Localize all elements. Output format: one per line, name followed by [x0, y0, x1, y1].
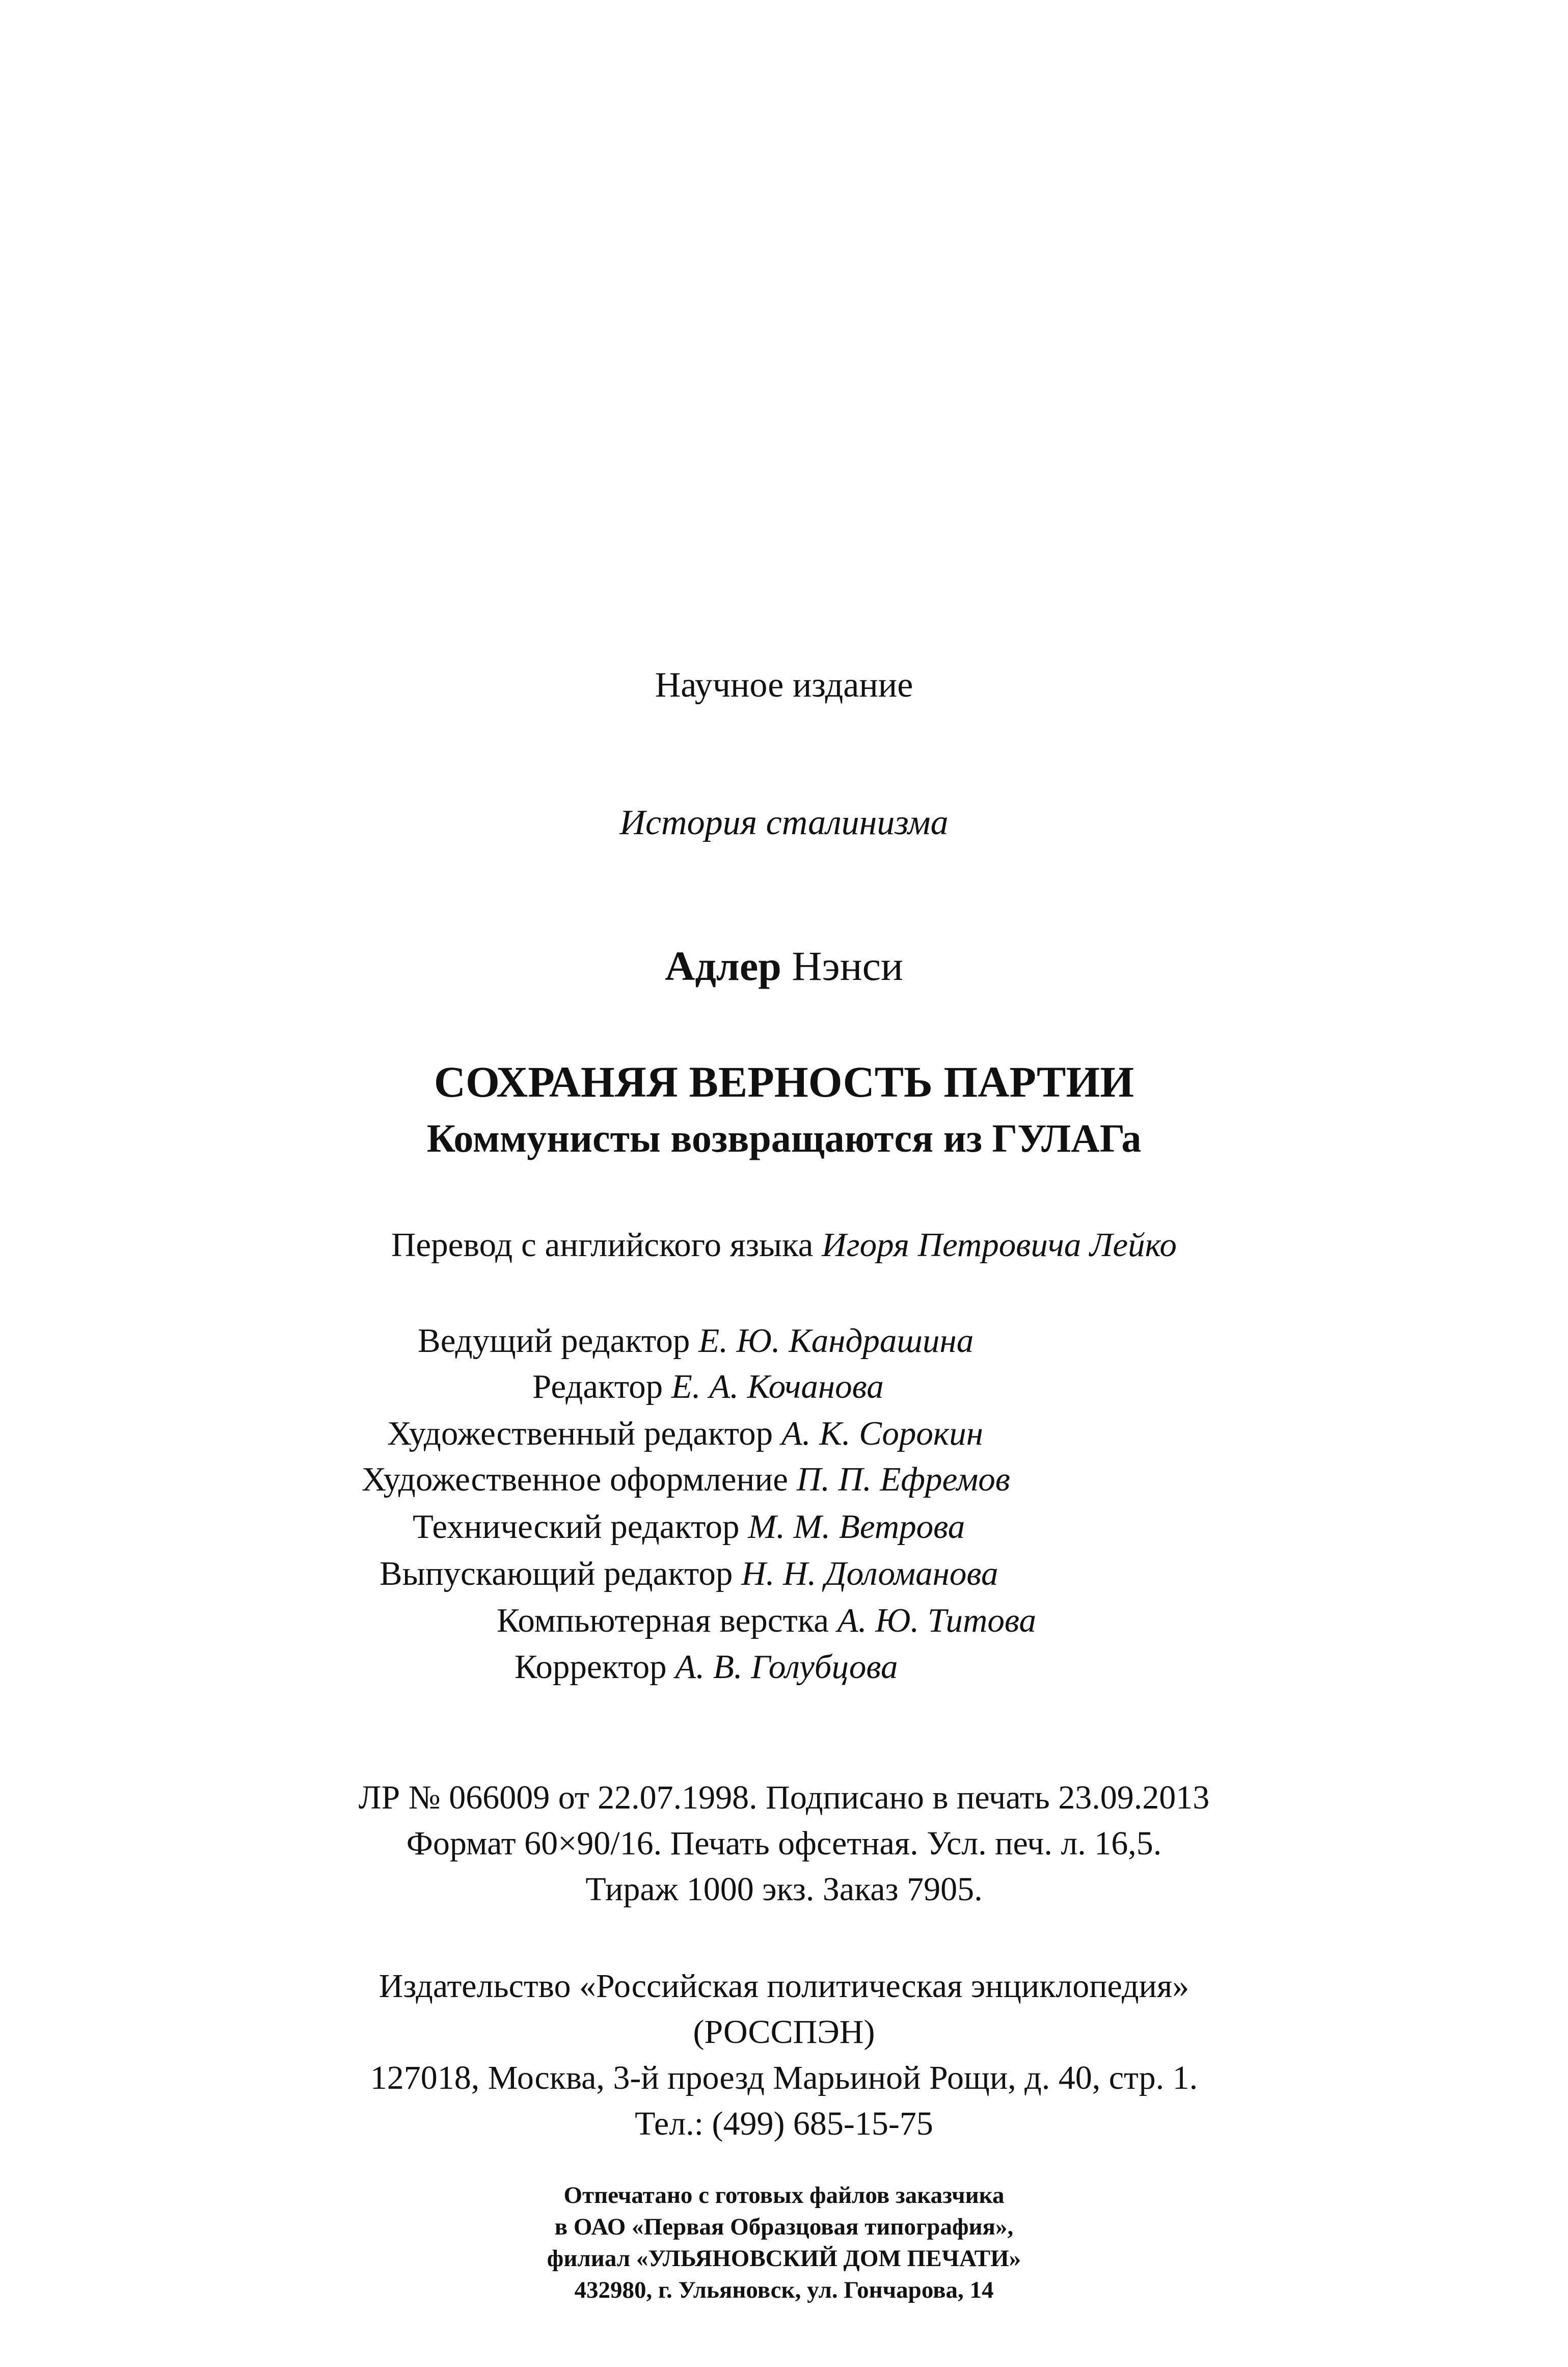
book-subtitle: Коммунисты возвращаются из ГУЛАГа [426, 1116, 1142, 1160]
edition-type: Научное издание [655, 666, 913, 705]
publisher-line: 127018, Москва, 3-й проезд Марьиной Рощи, д. 40, стр. 1. [370, 2059, 1198, 2096]
credit-person: А. Ю. Титова [837, 1602, 1037, 1639]
credit-line [387, 1417, 983, 1451]
credit-line [380, 1557, 998, 1591]
credit-line [515, 1650, 898, 1684]
credit-person: П. П. Ефремов [796, 1460, 1010, 1498]
credit-role: Художественное оформление [362, 1460, 788, 1498]
printer-line: в ОАО «Первая Образцовая типография», [554, 2214, 1014, 2240]
publisher-line: Тел.: (499) 685-15-75 [635, 2105, 933, 2142]
print-data-line: ЛР № 066009 от 22.07.1998. Подписано в печать 23.09.2013 [358, 1779, 1210, 1816]
credit-line [497, 1604, 1036, 1638]
translation-label: Перевод с английского языка [391, 1226, 814, 1264]
credit-role: Корректор [515, 1648, 667, 1686]
author-line [0, 945, 1568, 987]
credit-line [362, 1462, 1010, 1497]
translation-line [0, 1228, 1568, 1262]
credit-role: Выпускающий редактор [380, 1555, 733, 1592]
credit-person: Н. Н. Доломанова [741, 1555, 998, 1592]
publisher-line: (РОССПЭН) [693, 2013, 875, 2051]
credit-person: М. М. Ветрова [748, 1508, 965, 1546]
credit-role: Компьютерная верстка [497, 1602, 829, 1639]
credit-line [413, 1510, 965, 1544]
credit-person: Е. А. Кочанова [671, 1368, 884, 1405]
credit-role: Технический редактор [413, 1508, 740, 1546]
publisher-line: Издательство «Российская политическая энциклопедия» [379, 1967, 1189, 2005]
print-data-line: Формат 60×90/16. Печать офсетная. Усл. печ. л. 16,5. [406, 1825, 1162, 1862]
print-data-line: Тираж 1000 экз. Заказ 7905. [585, 1871, 983, 1908]
printer-line: филиал «УЛЬЯНОВСКИЙ ДОМ ПЕЧАТИ» [547, 2245, 1021, 2272]
credit-person: Е. Ю. Кандрашина [698, 1322, 974, 1360]
credit-line [532, 1370, 884, 1404]
credit-role: Художественный редактор [387, 1415, 773, 1452]
translator-name: Игоря Петровича Лейко [822, 1226, 1177, 1264]
printer-line: 432980, г. Ульяновск, ул. Гончарова, 14 [574, 2277, 994, 2303]
author-surname: Адлер [665, 943, 781, 989]
credit-role: Ведущий редактор [418, 1322, 690, 1360]
book-title: СОХРАНЯЯ ВЕРНОСТЬ ПАРТИИ [434, 1057, 1134, 1106]
credit-person: А. К. Сорокин [781, 1415, 983, 1452]
credit-person: А. В. Голубцова [675, 1648, 898, 1686]
series-name: История сталинизма [619, 803, 949, 842]
author-name: Нэнси [792, 943, 903, 989]
credit-line [418, 1324, 974, 1358]
printer-line: Отпечатано с готовых файлов заказчика [563, 2182, 1005, 2209]
credit-role: Редактор [532, 1368, 663, 1405]
